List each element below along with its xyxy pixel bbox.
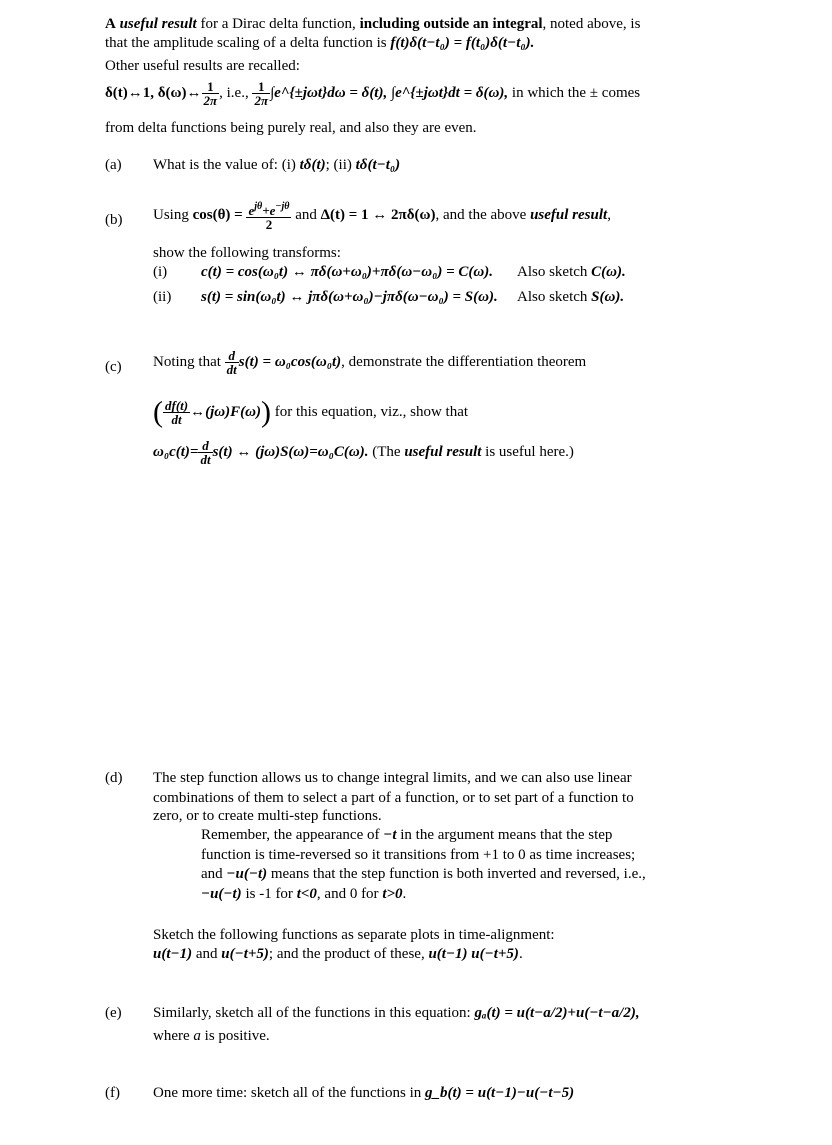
intro-text: for a Dirac delta function, bbox=[200, 16, 356, 32]
item-label-f: (f) bbox=[105, 1085, 120, 1101]
useful-result-term: useful result bbox=[530, 207, 608, 223]
equation: tδ(t−t₀) bbox=[355, 157, 401, 173]
item-text: show the following transforms: bbox=[153, 245, 341, 261]
one-over-two-pi-fraction: $\frac{1}{2\pi}$ bbox=[254, 79, 269, 109]
item-c-line-3 bbox=[153, 437, 713, 467]
item-label-d: (d) bbox=[105, 770, 123, 786]
item-d-p1-line-1: The step function allows us to change integral limits, and we can also use linear bbox=[153, 770, 632, 786]
item-b-line-1: Using cos(θ) = $\frac{e^{j\theta}+e^{-j\theta}}{2}$ and Δ(t) = 1 ↔ 2πδ(ω), and the above useful result, bbox=[153, 201, 611, 233]
item-label-c: (c) bbox=[105, 359, 122, 375]
item-text: One more time: sketch all of the functions in bbox=[153, 1085, 422, 1101]
item-e-line-2 bbox=[153, 1026, 713, 1046]
intro-text: , noted above, is bbox=[542, 16, 641, 32]
item-text: Noting that bbox=[153, 354, 221, 370]
equation: s(t) = sin(ω₀t) ↔ jπδ(ω+ω₀)−jπδ(ω−ω₀) = S(ω). bbox=[201, 289, 498, 305]
item-label-b: (b) bbox=[105, 212, 123, 228]
item-text: , and 0 for bbox=[316, 886, 379, 902]
sub-label: (i) bbox=[153, 264, 168, 280]
item-b-sub-i bbox=[153, 262, 713, 282]
delta-pairs-equation: δ(t)↔1, δ(ω)↔ bbox=[105, 85, 202, 101]
useful-result-term: useful result bbox=[404, 444, 482, 460]
equation: tδ(t) bbox=[299, 157, 326, 173]
item-c-line-1 bbox=[153, 347, 713, 377]
equation: −t bbox=[383, 827, 397, 843]
item-text: , demonstrate the differentiation theorem bbox=[341, 354, 587, 370]
item-text: and bbox=[195, 946, 218, 962]
intro-text: A bbox=[105, 16, 116, 32]
item-a-text bbox=[153, 155, 713, 175]
item-text: Also sketch bbox=[517, 264, 588, 280]
equation: t<0 bbox=[296, 886, 317, 902]
scaling-equation: f(t)δ(t−t₀) = f(t₀)δ(t−t₀). bbox=[390, 35, 535, 51]
item-b-sub-ii bbox=[153, 287, 713, 307]
intro-line-1 bbox=[105, 14, 705, 34]
intro-text: that the amplitude scaling of a delta function is bbox=[105, 35, 387, 51]
equation: t>0 bbox=[382, 886, 403, 902]
item-text: and bbox=[295, 207, 317, 223]
equation: c(t) = cos(ω₀t) ↔ πδ(ω+ω₀)+πδ(ω−ω₀) = C(ω). bbox=[201, 264, 493, 280]
integral-equation-1: ∫e^{±jωt}dω = δ(t), bbox=[270, 85, 388, 101]
one-over-two-pi-fraction: $\frac{1}{2\pi}$ bbox=[203, 79, 218, 109]
item-text: is -1 for bbox=[245, 886, 293, 902]
equation: ↔(jω)F(ω) bbox=[190, 404, 261, 420]
intro-text: from delta functions being purely real, and also they are even. bbox=[105, 120, 477, 136]
intro-line-5 bbox=[105, 118, 705, 138]
item-text: ; and the product of these, bbox=[268, 946, 425, 962]
item-b-line-2 bbox=[153, 243, 713, 263]
equation: C(ω). bbox=[591, 264, 626, 280]
item-d-p2-line-1 bbox=[201, 825, 681, 845]
intro-text: Other useful results are recalled: bbox=[105, 58, 300, 74]
equation: −u(−t) bbox=[226, 866, 268, 882]
intro-line-3 bbox=[105, 56, 705, 76]
intro-emphasis: including outside an integral bbox=[359, 16, 543, 32]
equation: u(t−1) u(−t+5) bbox=[428, 946, 519, 962]
item-d-p2-line-3 bbox=[201, 864, 681, 884]
item-f-line-1 bbox=[153, 1083, 713, 1103]
item-text: means that the step function is both inverted and reversed, i.e., bbox=[270, 866, 646, 882]
item-label-e: (e) bbox=[105, 1005, 122, 1021]
equation: ω₀c(t)= bbox=[153, 444, 199, 460]
item-text: (The bbox=[372, 444, 401, 460]
item-text: is positive. bbox=[204, 1028, 270, 1044]
item-text: Remember, the appearance of bbox=[201, 827, 380, 843]
item-text: ; (ii) bbox=[325, 157, 352, 173]
equation: −u(−t) bbox=[201, 886, 242, 902]
integral-equation-2: ∫e^{±jωt}dt = δ(ω), bbox=[390, 85, 509, 101]
item-d-p2-line-4 bbox=[201, 884, 681, 904]
cos-euler-fraction: $\frac{e^{j\theta}+e^{-j\theta}}{2}$ bbox=[248, 201, 290, 233]
d-dt-fraction: $\frac{d}{dt}$ bbox=[200, 438, 211, 468]
equation: S(ω). bbox=[591, 289, 625, 305]
equation: s(t) ↔ (jω)S(ω)=ω₀C(ω). bbox=[212, 444, 369, 460]
item-c-line-2: ( $\frac{df(t)}{dt}$ ↔(jω)F(ω)) for this equation, viz., show that bbox=[153, 395, 469, 429]
item-text: and bbox=[201, 866, 223, 882]
sub-label: (ii) bbox=[153, 289, 172, 305]
equation: g_b(t) = u(t−1)−u(−t−5) bbox=[425, 1085, 575, 1101]
item-text: for this equation, viz., show that bbox=[274, 404, 469, 420]
equation: cos(θ) = bbox=[192, 207, 243, 223]
equation: gₐ(t) = u(t−a/2)+u(−t−a/2), bbox=[474, 1005, 640, 1021]
variable: a bbox=[193, 1028, 201, 1044]
df-dt-fraction: $\frac{df(t)}{dt}$ bbox=[165, 398, 189, 428]
item-text: Also sketch bbox=[517, 289, 588, 305]
intro-line-4 bbox=[105, 80, 705, 107]
item-label-a: (a) bbox=[105, 157, 122, 173]
item-d-p3-line-1: Sketch the following functions as separate plots in time-alignment: bbox=[153, 927, 555, 943]
useful-result-term: useful result bbox=[119, 16, 197, 32]
equation: Δ(t) = 1 ↔ 2πδ(ω) bbox=[320, 207, 436, 223]
d-dt-fraction: $\frac{d}{dt}$ bbox=[226, 348, 237, 378]
item-text: . bbox=[402, 886, 407, 902]
item-text: where bbox=[153, 1028, 190, 1044]
item-text: in the argument means that the step bbox=[400, 827, 613, 843]
intro-line-2 bbox=[105, 33, 705, 53]
intro-text: , i.e., bbox=[219, 85, 249, 101]
item-text: . bbox=[518, 946, 523, 962]
intro-text: in which the ± comes bbox=[511, 85, 641, 101]
item-text: is useful here.) bbox=[485, 444, 574, 460]
item-text: Similarly, sketch all of the functions in this equation: bbox=[153, 1005, 471, 1021]
item-d-p3-line-2 bbox=[153, 944, 713, 964]
item-text: , and the above bbox=[435, 207, 527, 223]
item-text: Using bbox=[153, 207, 189, 223]
equation: s(t) = ω₀cos(ω₀t) bbox=[238, 354, 342, 370]
equation: u(t−1) bbox=[153, 946, 193, 962]
item-e-line-1 bbox=[153, 1003, 713, 1023]
item-d-p1-line-3: zero, or to create multi-step functions. bbox=[153, 808, 382, 824]
equation: u(−t+5) bbox=[221, 946, 269, 962]
item-d-p1-line-2: combinations of them to select a part of a function, or to set part of a function to bbox=[153, 790, 634, 806]
item-text: What is the value of: (i) bbox=[153, 157, 296, 173]
item-d-p2-line-2: function is time-reversed so it transitions from +1 to 0 as time increases; bbox=[201, 847, 636, 863]
